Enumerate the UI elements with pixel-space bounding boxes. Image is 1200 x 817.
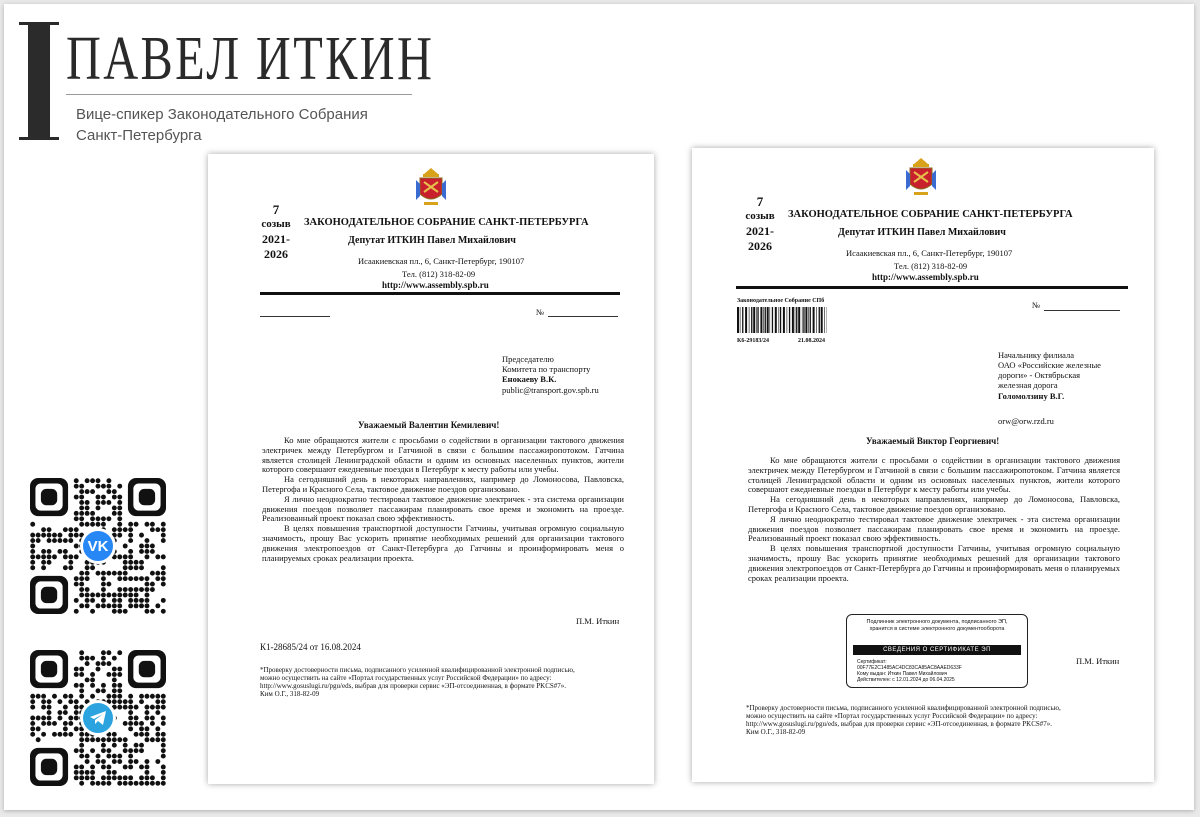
- body-paragraph: В целях повышения транспортной доступности Гатчины, учитывая огромную социальную значимость, прошу Вас ускорить принятие необходимых решений для организации тактового движения электропоездов от Санкт-Петербурга до Гатчины и проинформировать меня о планируемых сроках реализации проекта.: [748, 543, 1120, 583]
- vk-qr-code[interactable]: [30, 478, 166, 614]
- header-rule: [260, 292, 620, 295]
- cert-detail-2: 00F77E2C1485AC4DC83CA85AC8AAED633F: [857, 665, 962, 671]
- number-blank: [1044, 310, 1120, 311]
- body-paragraph: Ко мне обращаются жители с просьбами о содействии в организации тактового движения электричек между Петербургом и Гатчиной в связи с большим пассажиропотоком. Гатчина является столицей Ленинградской области и одним из основных населенных пунктов, жители которого совершают ежедневные поездки в Петербург к месту работы или учебы.: [748, 455, 1120, 495]
- telegram-icon: [80, 700, 116, 736]
- spb-coat-of-arms-icon: [414, 166, 448, 208]
- body-paragraph: В целях повышения транспортной доступности Гатчины, учитывая огромную социальную значимость, прошу Вас ускорить принятие необходимых решений для организации тактового движения электропоездов от Санкт-Петербурга до Гатчины и проинформировать меня о планируемых сроках реализации проекта.: [262, 523, 624, 563]
- footnote-line-3: http://www.gosuslugi.ru/pgu/eds, выбрав для проверки сервис «ЭП-отсоединенная, в формате PKCS#7».: [746, 720, 1053, 728]
- deputy-name: Депутат ИТКИН Павел Михайлович: [348, 235, 516, 246]
- salutation: Уважаемый Виктор Георгиевич!: [866, 436, 1000, 446]
- convocation-number: 7: [272, 202, 280, 217]
- letter-railways: [692, 148, 1154, 782]
- cert-detail-1: Сертификат:: [857, 659, 887, 665]
- recipient-name: Голомолзину В.Г.: [998, 391, 1065, 401]
- brand-name: ПАВЕЛ ИТКИН: [66, 25, 435, 93]
- header-rule: [736, 286, 1128, 289]
- letter-transport-committee: [208, 154, 654, 784]
- date-blank: [260, 316, 330, 317]
- recipient-line-1: Начальнику филиала: [998, 350, 1075, 360]
- convocation-years-end: 2026: [264, 247, 288, 261]
- number-label: №: [1032, 300, 1041, 310]
- signature: П.М. Иткин: [1076, 656, 1120, 666]
- e-signature-stamp: [846, 614, 1028, 688]
- recipient-line-3: дороги» - Октябрьская: [998, 370, 1081, 380]
- recipient-email: public@transport.gov.spb.ru: [502, 385, 599, 395]
- recipient-line-4: железная дорога: [998, 380, 1058, 390]
- footnote-line-1: *Проверку достоверности письма, подписанного усиленной квалифицированной электронной подписью,: [260, 666, 575, 674]
- footnote-contact: Ким О.Г., 318-82-09: [746, 728, 806, 736]
- convocation-block: [738, 194, 782, 254]
- brand-subtitle-line1: Вице-спикер Законодательного Собрания: [76, 106, 368, 123]
- org-website: http://www.assembly.spb.ru: [382, 280, 489, 290]
- brand-subtitle-line2: Санкт-Петербурга: [76, 127, 202, 144]
- signature: П.М. Иткин: [576, 616, 620, 626]
- footnote-line-2: можно осуществить на сайте «Портал государственных услуг Российской Федерации» по адресу:: [260, 674, 552, 682]
- recipient-name: Енокаеву В.К.: [502, 374, 557, 384]
- recipient-line-1: Председателю: [502, 354, 554, 364]
- telegram-qr-code[interactable]: [30, 650, 166, 786]
- number-blank: [548, 316, 618, 317]
- cert-detail-4: Действителен: с 12.01.2024 до 06.04.2025: [857, 677, 955, 683]
- cert-detail-3: Кому выдан: Иткин Павел Михайлович: [857, 671, 948, 677]
- cert-line-1: Подлинник электронного документа, подписанного ЭП,: [866, 619, 1008, 625]
- spb-coat-of-arms-icon: [904, 156, 938, 198]
- barcode-title: Законодательное Собрание СПб: [737, 298, 825, 304]
- convocation-word: созыв: [261, 218, 291, 230]
- org-title: ЗАКОНОДАТЕЛЬНОЕ СОБРАНИЕ САНКТ-ПЕТЕРБУРГА: [788, 209, 1073, 220]
- deputy-name: Депутат ИТКИН Павел Михайлович: [838, 227, 1006, 238]
- cert-line-2: хранится в системе электронного документооборота: [869, 626, 1005, 632]
- cert-header: СВЕДЕНИЯ О СЕРТИФИКАТЕ ЭП: [853, 645, 1021, 655]
- convocation-number: 7: [756, 194, 764, 209]
- brand-logo-bar: [28, 22, 50, 140]
- body-paragraph: На сегодняшний день в некоторых направлениях, например до Ломоносова, Павловска, Петергофа и Красного Села, тактовое движение поездов организовано.: [748, 494, 1120, 514]
- body-paragraph: Я лично неоднократно тестировал тактовое движение электричек - эта система организации движения поездов позволяет пассажирам планировать свое время и экономить на проезде. Реализованный проект показал свою эффективность.: [748, 513, 1120, 544]
- letter-body: [748, 456, 1120, 583]
- registration-number: К1-28685/24 от 16.08.2024: [260, 642, 361, 652]
- body-paragraph: На сегодняшний день в некоторых направлениях, например до Ломоносова, Павловска, Петергофа и Красного Села, тактовое движение поездов организовано.: [262, 474, 624, 494]
- recipient-line-2: ОАО «Российские железные: [998, 360, 1101, 370]
- barcode-date: 21.08.2024: [798, 338, 825, 344]
- letter-body: [262, 436, 624, 563]
- brand-divider: [66, 94, 412, 95]
- org-website: http://www.assembly.spb.ru: [872, 272, 979, 282]
- convocation-block: [254, 202, 298, 262]
- recipient-email: orw@orw.rzd.ru: [998, 416, 1054, 426]
- footnote-line-3: http://www.gosuslugi.ru/pgu/eds, выбрав для проверки сервис «ЭП-отсоединенная, в формате PKCS#7».: [260, 682, 567, 690]
- document-barcode: [737, 307, 827, 333]
- org-phone: Тел. (812) 318-82-09: [402, 269, 476, 279]
- convocation-word: созыв: [745, 210, 775, 222]
- salutation: Уважаемый Валентин Кемилевич!: [358, 420, 500, 430]
- convocation-years-end: 2026: [748, 239, 772, 253]
- brand-subtitle: [76, 104, 416, 146]
- footnote-contact: Ким О.Г., 318-82-09: [260, 690, 320, 698]
- convocation-years: 2021-: [262, 232, 290, 246]
- number-label: №: [536, 307, 545, 317]
- vk-icon: VK: [80, 528, 116, 564]
- footnote-line-2: можно осуществить на сайте «Портал государственных услуг Российской Федерации» по адресу:: [746, 712, 1038, 720]
- org-title: ЗАКОНОДАТЕЛЬНОЕ СОБРАНИЕ САНКТ-ПЕТЕРБУРГА: [304, 217, 589, 228]
- org-address: Исаакиевская пл., 6, Санкт-Петербург, 190107: [358, 256, 525, 266]
- convocation-years: 2021-: [746, 224, 774, 238]
- barcode-number: К6-29183/24: [737, 338, 770, 344]
- footnote-line-1: *Проверку достоверности письма, подписанного усиленной квалифицированной электронной подписью,: [746, 704, 1061, 712]
- org-address: Исаакиевская пл., 6, Санкт-Петербург, 190107: [846, 248, 1013, 258]
- org-phone: Тел. (812) 318-82-09: [894, 261, 968, 271]
- body-paragraph: Я лично неоднократно тестировал тактовое движение электричек - эта система организации движения поездов позволяет пассажирам планировать свое время и экономить на проезде. Реализованный проект показал свою эффективность.: [262, 493, 624, 524]
- body-paragraph: Ко мне обращаются жители с просьбами о содействии в организации тактового движения электричек между Петербургом и Гатчиной в связи с большим пассажиропотоком. Гатчина является столицей Ленинградской области и одним из основных населенных пунктов, жители которого совершают ежедневные поездки в Петербург к месту работы или учебы.: [262, 435, 624, 475]
- recipient-line-2: Комитета по транспорту: [502, 364, 591, 374]
